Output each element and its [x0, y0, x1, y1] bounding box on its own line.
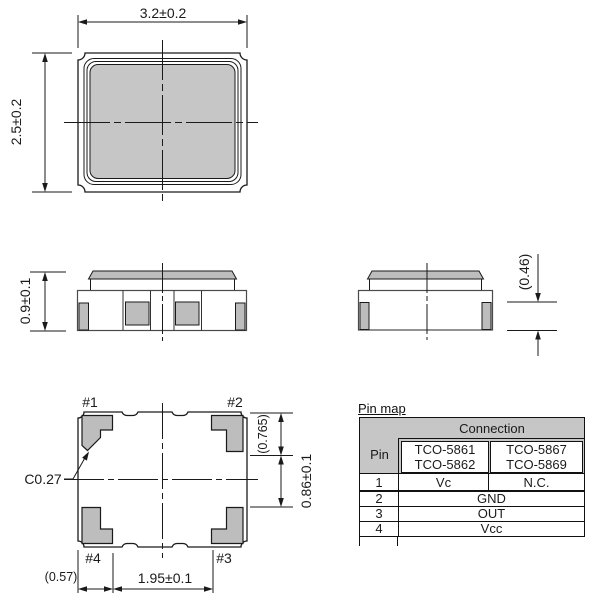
row2-value: GND	[477, 491, 506, 506]
row1-variant-b-value: N.C.	[523, 475, 550, 490]
table-row-1	[360, 474, 584, 492]
pin-label-1: #1	[82, 394, 98, 410]
pin-label-2: #2	[227, 394, 243, 410]
top-view	[32, 15, 258, 205]
variant-b-line2: TCO-5869	[506, 457, 567, 472]
variant-cell-b	[490, 441, 583, 473]
connection-underline	[399, 438, 585, 439]
row1-variant-a-value: Vc	[399, 474, 489, 490]
dim-top-width: 3.2±0.2	[139, 5, 187, 21]
table-stub-left	[359, 537, 360, 546]
pin-label-4: #4	[85, 550, 101, 566]
variant-a-line1: TCO-5861	[414, 442, 476, 457]
dim-pad-gap: 0.86±0.1	[298, 453, 314, 509]
pin-header: Pin	[370, 447, 389, 462]
variant-b-line1: TCO-5867	[506, 442, 567, 457]
row2-pin: 2	[360, 492, 399, 506]
pin-map-title: Pin map	[358, 401, 406, 416]
dim-chamfer: C0.27	[24, 471, 62, 487]
pin-map-header	[360, 418, 584, 474]
pin-map-rows	[360, 474, 584, 537]
variant-cell-a	[401, 441, 489, 473]
dim-pad-height: (0.46)	[516, 253, 532, 291]
dim-pad-top: (0.765)	[256, 414, 270, 454]
row1-pin: 1	[360, 474, 399, 490]
dim-pad-edge: (0.57)	[44, 570, 78, 584]
pin-label-3: #3	[216, 550, 232, 566]
dim-top-height: 2.5±0.2	[8, 98, 24, 146]
table-row-4	[360, 522, 584, 537]
connection-header: Connection	[459, 421, 525, 436]
row3-value: OUT	[477, 506, 506, 521]
row4-value: Vcc	[480, 521, 503, 536]
front-view	[30, 263, 247, 341]
pin-map-table	[359, 417, 585, 537]
table-row-3	[360, 507, 584, 522]
table-row-2	[360, 492, 584, 507]
variant-a-line2: TCO-5862	[414, 457, 476, 472]
dim-pad-span: 1.95±0.1	[137, 570, 193, 586]
table-stub-pin-col	[397, 537, 398, 546]
row4-pin: 4	[360, 522, 399, 537]
row3-pin: 3	[360, 507, 399, 521]
dim-side-height: 0.9±0.1	[17, 277, 33, 325]
